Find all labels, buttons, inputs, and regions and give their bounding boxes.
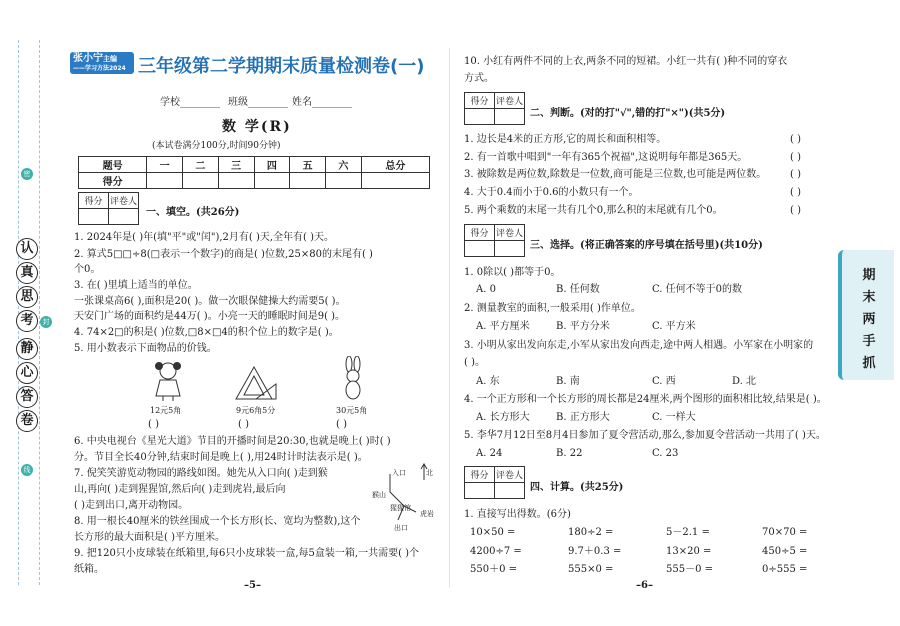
- question-line: 方式。: [464, 73, 494, 84]
- tab-char: 抓: [862, 356, 876, 371]
- calc-item[interactable]: 4200÷7 =: [470, 546, 522, 557]
- calc-item[interactable]: 450÷5 =: [762, 546, 808, 557]
- calc-item[interactable]: 550＋0 =: [470, 564, 518, 575]
- class-field[interactable]: 班级________: [228, 97, 288, 108]
- question-line: 5. 用小数表示下面物品的价钱。: [74, 343, 217, 354]
- judge-item: 1. 边长是4米的正方形,它的周长和面积相等。: [464, 134, 667, 145]
- answer-blank[interactable]: ( ): [790, 187, 801, 198]
- choice-option[interactable]: C. 任何不等于0的数: [652, 284, 743, 295]
- section-scorebox: [464, 92, 525, 125]
- tab-char: 两: [862, 312, 876, 327]
- section-heading: 二、判断。(对的打"√",错的打"×")(共5分): [530, 108, 726, 119]
- section-scorebox: [464, 466, 525, 499]
- judge-item: 5. 两个乘数的末尾一共有几个0,那么积的末尾就有几个0。: [464, 205, 723, 216]
- question-line: 2. 算式5□□÷8(□表示一个数字)的商是( )位数,25×80的末尾有( ): [74, 249, 373, 260]
- scorebox-cell[interactable]: [79, 209, 109, 225]
- choice-option[interactable]: B. 22: [556, 448, 583, 459]
- binding-char: 认: [16, 238, 38, 260]
- scorebox-cell[interactable]: [465, 241, 495, 257]
- scorebox-cell[interactable]: [495, 241, 525, 257]
- calc-title: 1. 直接写出得数。(6分): [464, 509, 571, 520]
- score-cell[interactable]: [218, 173, 254, 189]
- question-line: 山,再向( )走到猩猩馆,然后向( )走到虎岩,最后向: [74, 484, 286, 495]
- score-header: 题号: [79, 157, 147, 173]
- question-line: 长方形的最大面积是( )平方厘米。: [74, 532, 225, 543]
- scorebox-label: 得分: [465, 225, 495, 241]
- map-label: 猴山: [372, 491, 386, 499]
- score-cell[interactable]: [183, 173, 219, 189]
- map-label: 虎岩: [420, 510, 434, 518]
- calc-item[interactable]: 180÷2 =: [568, 527, 614, 538]
- score-header: 六: [326, 157, 362, 173]
- choice-option[interactable]: A. 0: [476, 284, 496, 295]
- score-row-label: 得分: [79, 173, 147, 189]
- question-line: 10. 小红有两件不同的上衣,两条不同的短裙。小红一共有( )种不同的穿衣: [464, 56, 788, 67]
- page-title: 三年级第二学期期末质量检测卷(一): [138, 56, 425, 77]
- choice-option[interactable]: B. 正方形大: [556, 412, 610, 423]
- choice-option[interactable]: B. 任何数: [556, 284, 600, 295]
- school-field[interactable]: 学校________: [160, 97, 220, 108]
- calc-item[interactable]: 0÷555 =: [762, 564, 808, 575]
- map-label: 出口: [394, 524, 408, 532]
- score-header: 四: [254, 157, 290, 173]
- scorebox-cell[interactable]: [465, 109, 495, 125]
- scorebox-label: 得分: [79, 193, 109, 209]
- binding-char: 答: [16, 386, 38, 408]
- calc-item[interactable]: 13×20 =: [666, 546, 712, 557]
- question-line: 6. 中央电视台《星光大道》节目的开播时间是20:30,也就是晚上( )时( ): [74, 436, 391, 447]
- score-cell[interactable]: [147, 173, 183, 189]
- answer-blank[interactable]: ( ): [148, 419, 159, 430]
- question-line: 分。节目全长40分钟,结束时间是晚上( ),用24时计时法表示是( )。: [74, 452, 368, 463]
- doll-image: [150, 360, 186, 402]
- question-line: 纸箱。: [74, 564, 104, 575]
- choice-question: 2. 测量教室的面积,一般采用( )作单位。: [464, 303, 641, 314]
- price-label: 12元5角: [150, 406, 182, 415]
- binding-char: 卷: [16, 410, 38, 432]
- calc-item[interactable]: 9.7＋0.3 =: [568, 546, 622, 557]
- score-header: 五: [290, 157, 326, 173]
- binding-char: 静: [16, 338, 38, 360]
- binding-char: 心: [16, 362, 38, 384]
- score-cell[interactable]: [290, 173, 326, 189]
- choice-option[interactable]: C. 平方米: [652, 321, 696, 332]
- map-north: 北: [426, 469, 433, 477]
- score-header: 二: [183, 157, 219, 173]
- answer-blank[interactable]: ( ): [336, 419, 347, 430]
- map-label: 猩猩馆: [390, 504, 411, 512]
- question-line: 3. 在( )里填上适当的单位。: [74, 280, 198, 291]
- price-label: 9元6角5分: [236, 406, 276, 415]
- question-line: 天安门广场的面积约是44万( )。小亮一天的睡眠时间是9( )。: [74, 311, 346, 322]
- scorebox-label: 评卷人: [495, 467, 525, 483]
- side-tab: [838, 250, 894, 380]
- price-label: 30元5角: [336, 406, 368, 415]
- score-header: 一: [147, 157, 183, 173]
- section-heading: 四、计算。(共25分): [530, 482, 624, 493]
- choice-option[interactable]: A. 东: [476, 376, 500, 387]
- scorebox-cell[interactable]: [495, 483, 525, 499]
- map-label: 入口: [392, 469, 406, 477]
- choice-option[interactable]: D. 北: [732, 376, 757, 387]
- binding-char: 真: [16, 262, 38, 284]
- choice-option[interactable]: A. 平方厘米: [476, 321, 530, 332]
- score-cell[interactable]: [326, 173, 362, 189]
- answer-blank[interactable]: ( ): [790, 152, 801, 163]
- calc-item[interactable]: 555×0 =: [568, 564, 614, 575]
- seal-mark: 封: [40, 316, 52, 328]
- choice-option[interactable]: C. 一样大: [652, 412, 696, 423]
- page-divider: [449, 48, 450, 588]
- choice-option[interactable]: C. 23: [652, 448, 679, 459]
- section-scorebox: [464, 224, 525, 257]
- answer-blank[interactable]: ( ): [790, 205, 801, 216]
- choice-option[interactable]: B. 平方分米: [556, 321, 610, 332]
- choice-option[interactable]: B. 南: [556, 376, 580, 387]
- choice-option[interactable]: C. 西: [652, 376, 676, 387]
- binding-char: 考: [16, 310, 38, 332]
- answer-blank[interactable]: ( ): [790, 134, 801, 145]
- question-line: 9. 把120只小皮球装在纸箱里,每6只小皮球装一盒,每5盒装一箱,一共需要( )个: [74, 548, 420, 559]
- judge-item: 2. 有一首歌中唱到"一年有365个祝福",这说明每年都是365天。: [464, 152, 748, 163]
- score-header: 三: [218, 157, 254, 173]
- scorebox-label: 得分: [465, 93, 495, 109]
- tab-char: 期: [862, 268, 876, 283]
- brand-tag: 主编: [103, 55, 117, 63]
- brand-sub: ——学习方法2024——: [73, 65, 126, 82]
- scorebox-label: 得分: [465, 467, 495, 483]
- question-line: 8. 用一根长40厘米的铁丝围成一个长方形(长、宽均为整数),这个: [74, 516, 361, 527]
- tab-char: 手: [862, 334, 876, 349]
- triangle-ruler-image: [232, 364, 278, 402]
- scorebox-label: 评卷人: [495, 225, 525, 241]
- choice-question: 3. 小明从家出发向东走,小军从家出发向西走,途中两人相遇。小军家在小明家的: [464, 340, 814, 351]
- choice-question: ( )。: [464, 357, 485, 368]
- rabbit-toy-image: [338, 356, 368, 402]
- answer-blank[interactable]: ( ): [790, 169, 801, 180]
- scorebox-label: 评卷人: [109, 193, 139, 209]
- brand-name: 张小宁: [73, 53, 103, 64]
- answer-blank[interactable]: ( ): [238, 419, 249, 430]
- choice-question: 1. 0除以( )都等于0。: [464, 267, 561, 278]
- subject-title: 数 学(R): [222, 119, 292, 135]
- scorebox-cell[interactable]: [495, 109, 525, 125]
- name-field[interactable]: 姓名________: [292, 97, 352, 108]
- page-number: –6–: [636, 580, 653, 591]
- exam-note: (本试卷满分100分,时间90分钟): [152, 141, 281, 151]
- choice-question: 4. 一个正方形和一个长方形的周长都是24厘米,两个图形的面积相比较,结果是( )。: [464, 394, 827, 405]
- question-line: 4. 74×2□的积是( )位数,□8×□4的积个位上的数字是( )。: [74, 327, 339, 338]
- score-cell[interactable]: [361, 173, 429, 189]
- judge-item: 3. 被除数是两位数,除数是一位数,商可能是三位数,也可能是两位数。: [464, 169, 767, 180]
- scorebox-label: 评卷人: [495, 93, 525, 109]
- calc-item[interactable]: 555－0 =: [666, 564, 714, 575]
- page-number: –5–: [244, 580, 261, 591]
- score-table: [78, 156, 430, 189]
- section-heading: 一、填空。(共26分): [146, 207, 240, 218]
- question-line: 7. 倪笑笑游览动物园的路线如图。她先从入口向( )走到猴: [74, 468, 328, 479]
- section-scorebox: [78, 192, 139, 225]
- binding-char: 思: [16, 286, 38, 308]
- question-line: 个0。: [74, 264, 101, 275]
- judge-item: 4. 大于0.4而小于0.6的小数只有一个。: [464, 187, 639, 198]
- calc-item[interactable]: 5－2.1 =: [666, 527, 710, 538]
- seal-mark: 密: [21, 168, 33, 180]
- score-header: 总分: [361, 157, 429, 173]
- tab-char: 末: [862, 290, 876, 305]
- calc-item[interactable]: 70×70 =: [762, 527, 808, 538]
- scorebox-cell[interactable]: [465, 483, 495, 499]
- section-heading: 三、选择。(将正确答案的序号填在括号里)(共10分): [530, 240, 763, 251]
- question-line: 1. 2024年是( )年(填"平"或"闰"),2月有( )天,全年有( )天。: [74, 232, 335, 243]
- choice-option[interactable]: A. 24: [476, 448, 503, 459]
- brand-logo: [70, 52, 134, 82]
- score-cell[interactable]: [254, 173, 290, 189]
- question-line: ( )走到出口,离开动物园。: [74, 500, 189, 511]
- choice-question: 5. 李华7月12日至8月4日参加了夏令营活动,那么,参加夏令营活动一共用了( )天。: [464, 430, 826, 441]
- scorebox-cell[interactable]: [109, 209, 139, 225]
- question-line: 一张课桌高6( ),面积是20( )。做一次眼保健操大约需要5( )。: [74, 296, 346, 307]
- seal-mark: 线: [21, 464, 33, 476]
- choice-option[interactable]: A. 长方形大: [476, 412, 530, 423]
- calc-item[interactable]: 10×50 =: [470, 527, 516, 538]
